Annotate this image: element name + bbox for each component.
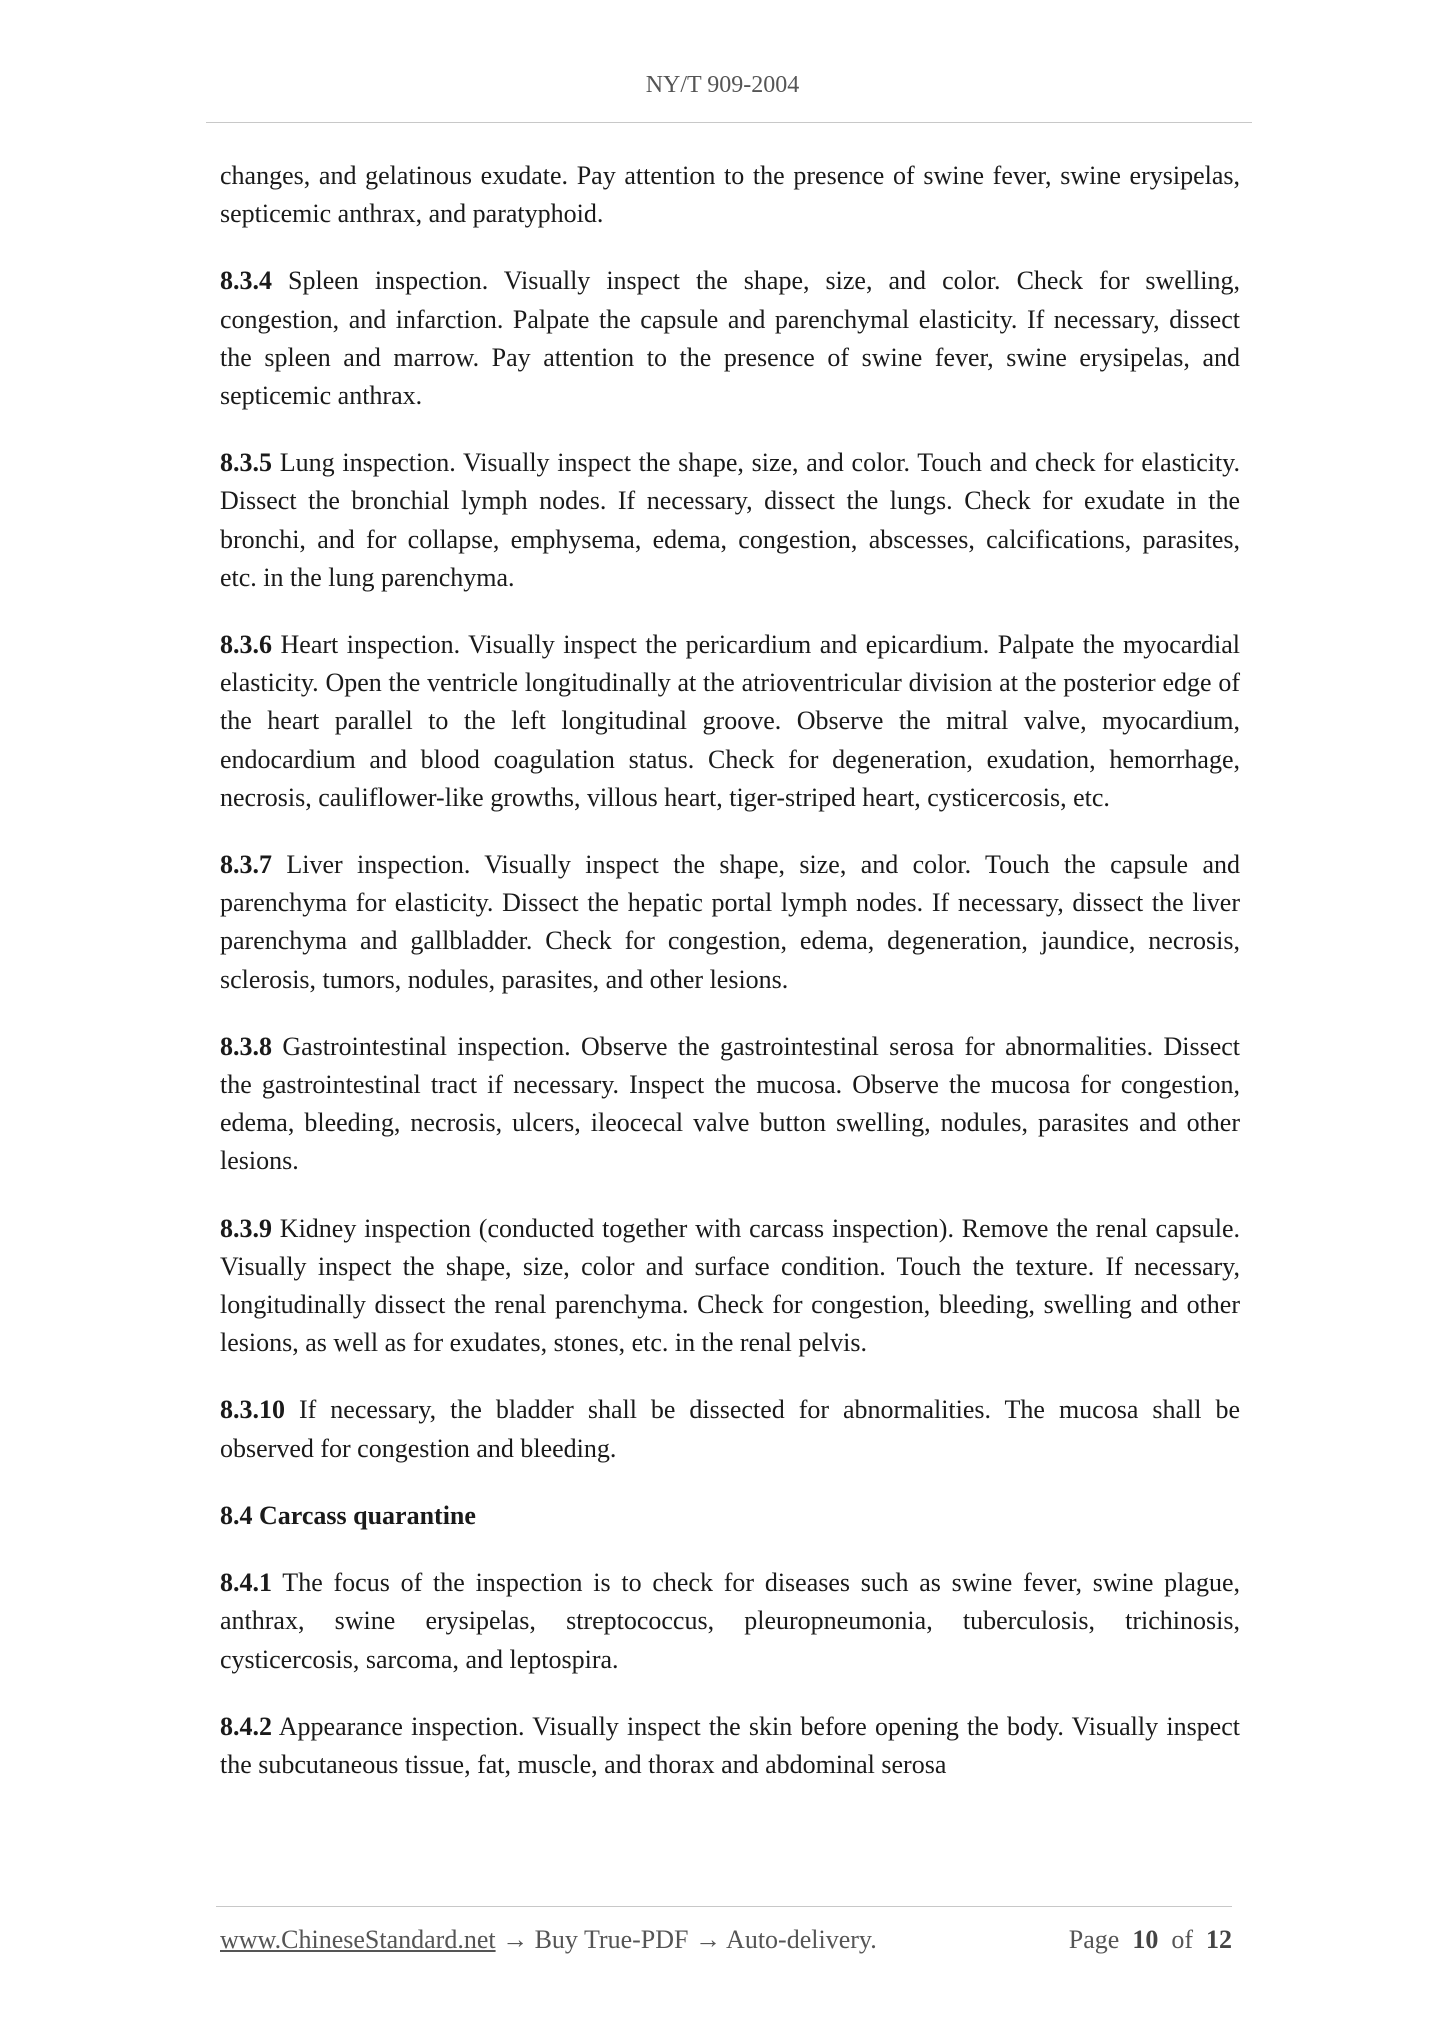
clause-number: 8.3.4 (220, 266, 272, 296)
clause-8-3-5 (220, 444, 1240, 597)
running-header: NY/T 909-2004 (645, 72, 800, 98)
clause-number: 8.3.10 (220, 1395, 285, 1425)
clause-8-3-6 (220, 626, 1240, 817)
clause-8-4-2 (220, 1708, 1240, 1784)
clause-text: Gastrointestinal inspection. Observe the gastrointestinal serosa for abnormalities. Dissect the gastrointestinal tract if necessary. Inspect the mucosa. Observe the mucosa for congestion, edema, bleeding, necrosis, ulcers, ileocecal valve button swelling, nodules, parasites and other lesions. (220, 1031, 1240, 1176)
page-label: Page (1068, 1925, 1120, 1954)
clause-number: 8.4.2 (220, 1711, 272, 1741)
clause-number: 8.3.6 (220, 630, 272, 660)
paragraph-continued (220, 157, 1240, 233)
section-heading: 8.4 Carcass quarantine (220, 1500, 476, 1530)
footer-promo (220, 1925, 877, 1955)
clause-number: 8.3.7 (220, 850, 272, 880)
clause-text: Heart inspection. Visually inspect the pericardium and epicardium. Palpate the myocardial elasticity. Open the ventricle longitudinally at the atrioventricular division at the posterior edge of the heart parallel to the left longitudinal groove. Observe the mitral valve, myocardium, endocardium and blood coagulation status. Check for degeneration, exudation, hemorrhage, necrosis, cauliflower-like growths, villous heart, tiger-striped heart, cysticercosis, etc. (220, 630, 1240, 812)
promo-text: → Buy True-PDF → Auto-delivery. (495, 1925, 877, 1954)
clause-8-3-8 (220, 1028, 1240, 1181)
clause-text: Spleen inspection. Visually inspect the shape, size, and color. Check for swelling, congestion, and infarction. Palpate the capsule and parenchymal elasticity. If necessary, dissect the spleen and marrow. Pay attention to the presence of swine fever, swine erysipelas, and septicemic anthrax. (220, 266, 1240, 411)
document-body (220, 157, 1240, 1813)
clause-number: 8.4.1 (220, 1568, 272, 1598)
clause-number: 8.3.9 (220, 1213, 272, 1243)
clause-text: If necessary, the bladder shall be dissected for abnormalities. The mucosa shall be observed for congestion and bleeding. (220, 1395, 1240, 1463)
page-indicator (1069, 1925, 1232, 1955)
clause-text: The focus of the inspection is to check for diseases such as swine fever, swine plague, anthrax, swine erysipelas, streptococcus, pleuropneumonia, tuberculosis, trichinosis, cysticercosis, sarcoma, and leptospira. (220, 1568, 1240, 1674)
clause-8-4-1 (220, 1564, 1240, 1679)
clause-text: Lung inspection. Visually inspect the shape, size, and color. Touch and check for elasticity. Dissect the bronchial lymph nodes. If necessary, dissect the lungs. Check for exudate in the bronchi, and for collapse, emphysema, edema, congestion, abscesses, calcifications, parasites, etc. in the lung parenchyma. (220, 448, 1240, 592)
page-of: of (1171, 1925, 1193, 1954)
header-divider (206, 122, 1252, 123)
page-total: 12 (1206, 1925, 1232, 1954)
clause-text: changes, and gelatinous exudate. Pay attention to the presence of swine fever, swine erysipelas, septicemic anthrax, and paratyphoid. (220, 161, 1240, 229)
clause-8-3-4 (220, 262, 1240, 415)
site-link[interactable]: www.ChineseStandard.net (220, 1925, 496, 1954)
clause-text: Liver inspection. Visually inspect the shape, size, and color. Touch the capsule and parenchyma for elasticity. Dissect the hepatic portal lymph nodes. If necessary, dissect the liver parenchyma and gallbladder. Check for congestion, edema, degeneration, jaundice, necrosis, sclerosis, tumors, nodules, parasites, and other lesions. (220, 850, 1240, 994)
clause-8-3-7 (220, 846, 1240, 999)
clause-number: 8.3.5 (220, 448, 272, 478)
clause-8-3-10 (220, 1391, 1240, 1467)
clause-number: 8.3.8 (220, 1031, 272, 1061)
page-current: 10 (1132, 1925, 1159, 1954)
clause-8-3-9 (220, 1210, 1240, 1363)
clause-text: Kidney inspection (conducted together with carcass inspection). Remove the renal capsule. Visually inspect the shape, size, color and surface condition. Touch the texture. If necessary, longitudinally dissect the renal parenchyma. Check for congestion, bleeding, swelling and other lesions, as well as for exudates, stones, etc. in the renal pelvis. (220, 1213, 1240, 1358)
clause-text: Appearance inspection. Visually inspect the skin before opening the body. Visually inspect the subcutaneous tissue, fat, muscle, and thorax and abdominal serosa (220, 1711, 1240, 1779)
footer-divider (216, 1906, 1232, 1907)
